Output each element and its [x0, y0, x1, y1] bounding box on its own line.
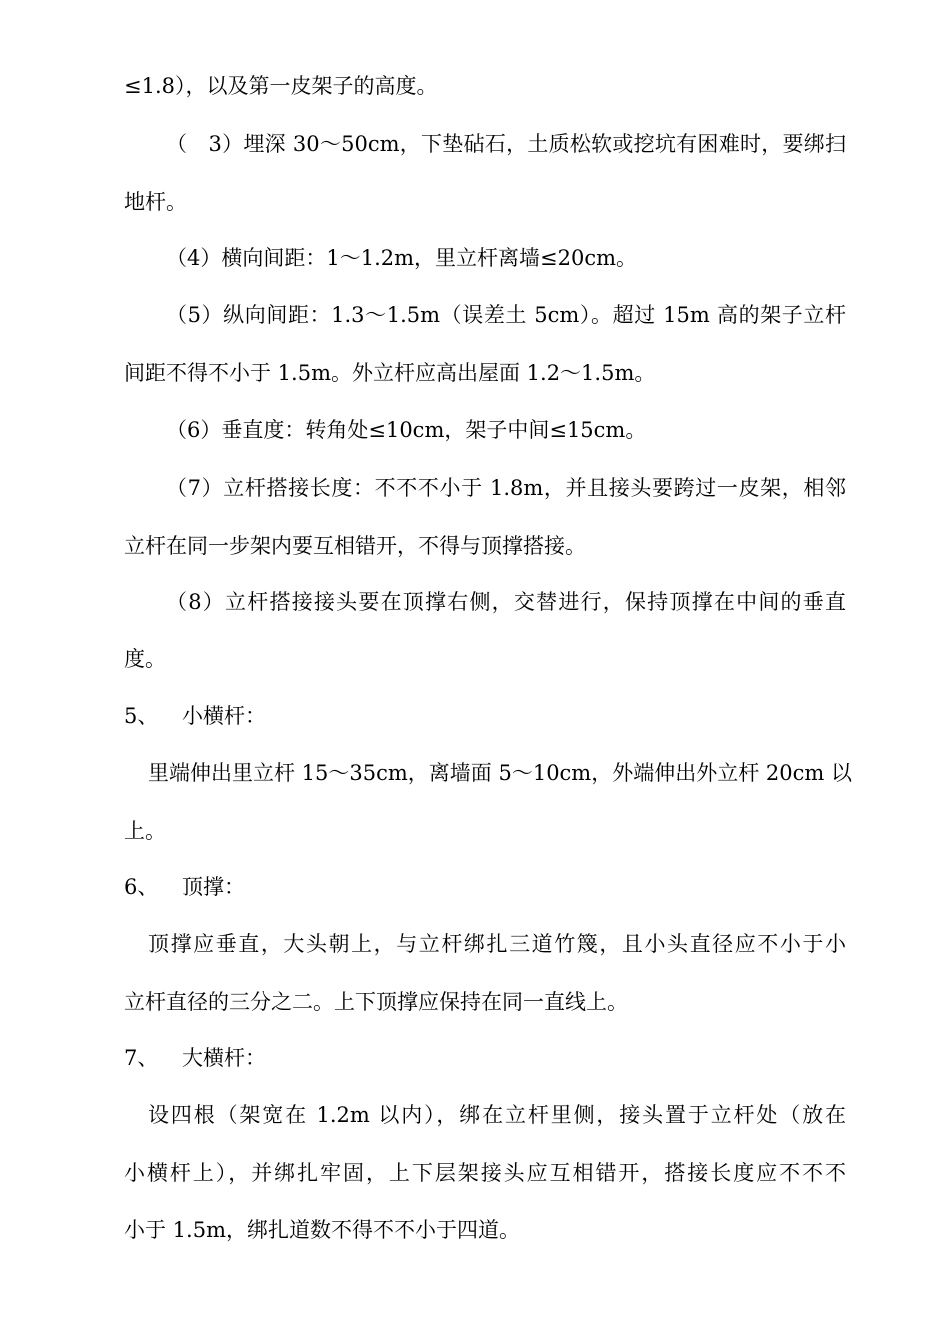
paragraph-line: 设四根（架宽在 1.2m 以内），绑在立杆里侧，接头置于立杆处（放在 — [148, 1103, 846, 1127]
paragraph-line: 上。 — [124, 819, 166, 843]
paragraph-line: （ 3）埋深 30～50cm，下垫砧石，土质松软或挖坑有困难时，要绑扫 — [166, 132, 846, 156]
paragraph-line: 间距不得不小于 1.5m。外立杆应高出屋面 1.2～1.5m。 — [124, 361, 656, 385]
paragraph-line: （6）垂直度：转角处≤10cm，架子中间≤15cm。 — [166, 418, 647, 442]
paragraph-line: （7）立杆搭接长度：不不不小于 1.8m，并且接头要跨过一皮架，相邻 — [166, 476, 846, 500]
section-number: 6、 — [124, 875, 159, 899]
paragraph-line: 立杆直径的三分之二。上下顶撑应保持在同一直线上。 — [124, 990, 628, 1014]
section-number: 7、 — [124, 1046, 159, 1070]
section-number: 5、 — [124, 704, 159, 728]
paragraph-line: 小横杆上），并绑扎牢固，上下层架接头应互相错开，搭接长度应不不不 — [124, 1161, 846, 1185]
paragraph-line: （4）横向间距：1～1.2m，里立杆离墙≤20cm。 — [166, 246, 638, 270]
paragraph-line: 立杆在同一步架内要互相错开，不得与顶撑搭接。 — [124, 534, 586, 558]
section-heading — [124, 702, 846, 730]
paragraph-line: 顶撑应垂直，大头朝上，与立杆绑扎三道竹篾，且小头直径应不小于小 — [148, 932, 846, 956]
paragraph-line: ≤1.8），以及第一皮架子的高度。 — [124, 74, 438, 98]
paragraph-line: 里端伸出里立杆 15～35cm，离墙面 5～10cm，外端伸出外立杆 20cm 以 — [148, 761, 852, 785]
paragraph-line: （8）立杆搭接接头要在顶撑右侧，交替进行，保持顶撑在中间的垂直 — [166, 590, 846, 614]
section-heading — [124, 1044, 846, 1072]
paragraph-line: 小于 1.5m，绑扎道数不得不不小于四道。 — [124, 1218, 520, 1242]
section-title: 顶撑： — [182, 875, 245, 899]
paragraph-line: 度。 — [124, 647, 166, 671]
section-title: 大横杆： — [182, 1046, 266, 1070]
section-title: 小横杆： — [182, 704, 266, 728]
section-heading — [124, 873, 846, 901]
paragraph-line: （5）纵向间距：1.3～1.5m（误差土 5cm）。超过 15m 高的架子立杆 — [166, 303, 846, 327]
paragraph-line: 地杆。 — [124, 190, 187, 214]
